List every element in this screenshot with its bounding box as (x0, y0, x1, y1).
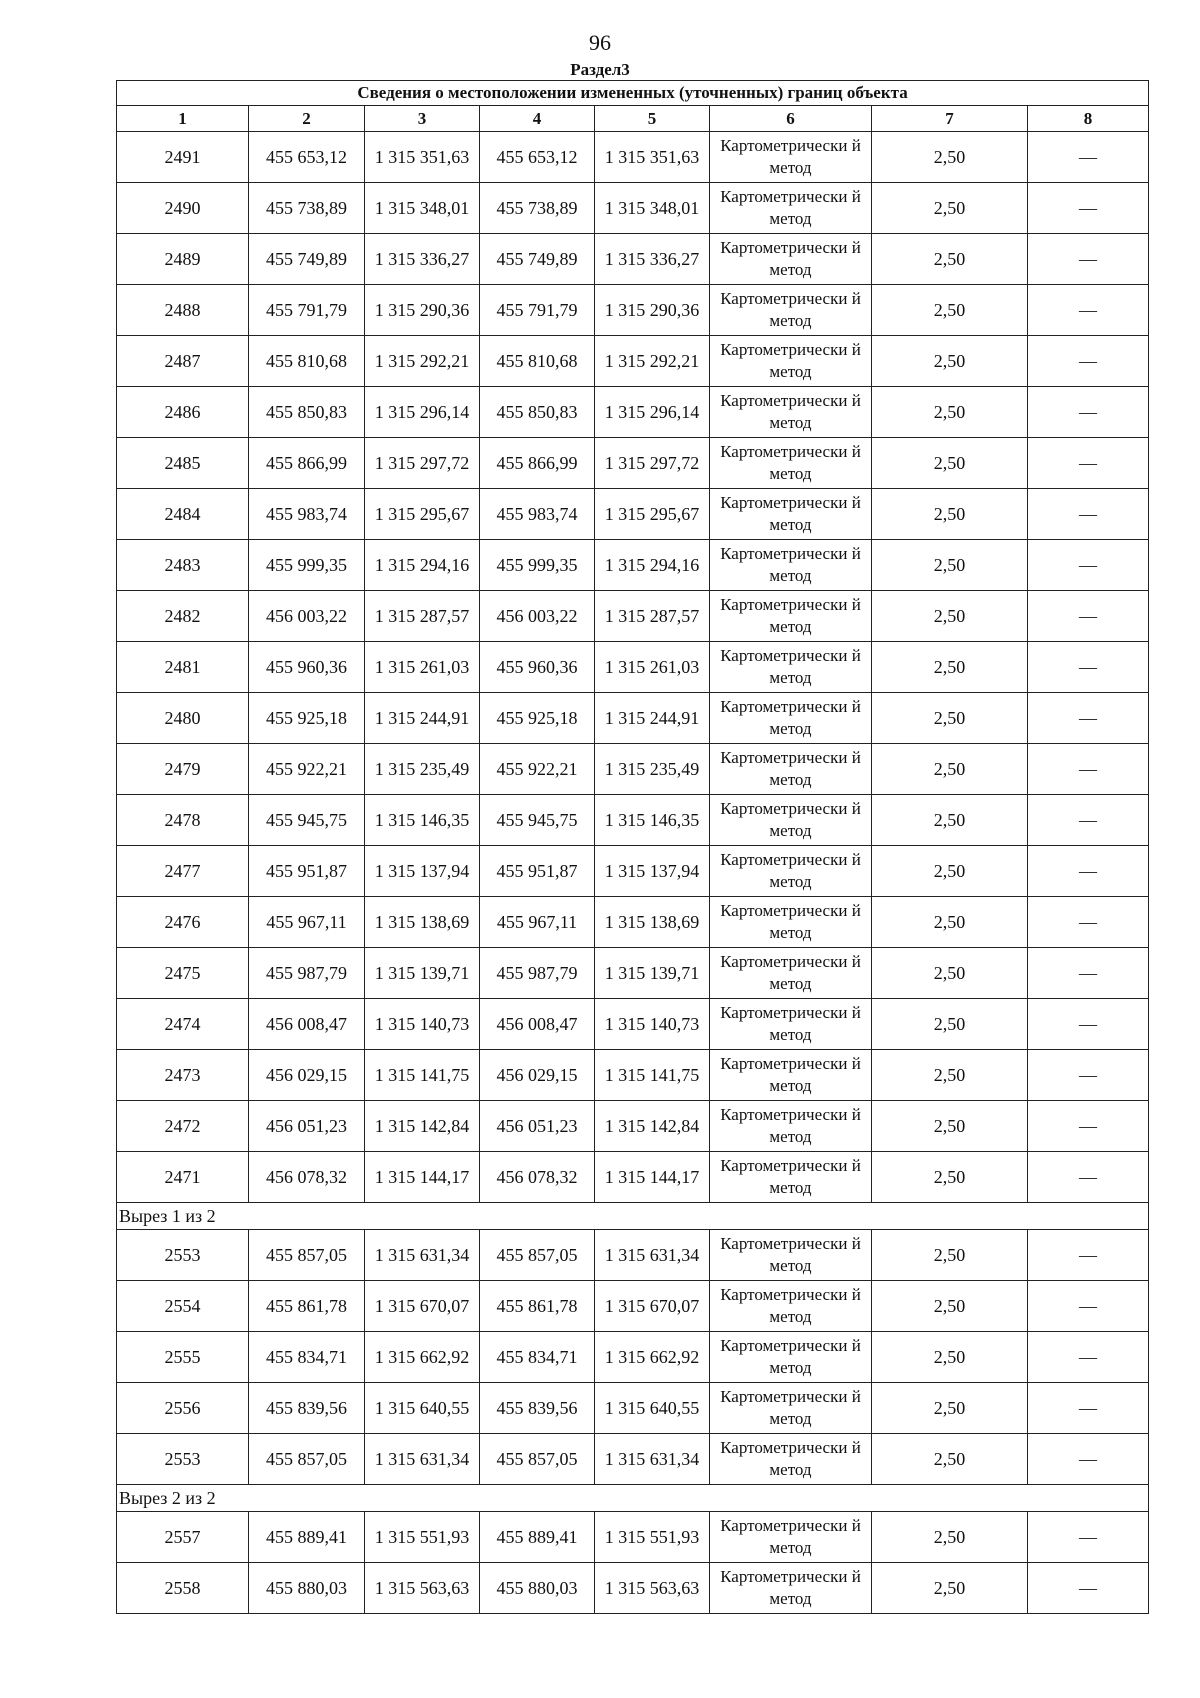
y-new-cell: 1 315 563,63 (595, 1563, 710, 1614)
section-title: Раздел3 (570, 60, 630, 79)
y-new-cell: 1 315 292,21 (595, 336, 710, 387)
table-row (117, 1512, 1149, 1563)
y-new-cell: 1 315 261,03 (595, 642, 710, 693)
y-old-cell: 1 315 296,14 (365, 387, 480, 438)
description-cell: — (1028, 1383, 1149, 1434)
x-old-cell: 455 857,05 (249, 1434, 365, 1485)
y-new-cell: 1 315 336,27 (595, 234, 710, 285)
x-old-cell: 455 866,99 (249, 438, 365, 489)
accuracy-cell: 2,50 (872, 795, 1028, 846)
x-new-cell: 455 810,68 (480, 336, 595, 387)
description-cell: — (1028, 438, 1149, 489)
table-row (117, 336, 1149, 387)
accuracy-cell: 2,50 (872, 336, 1028, 387)
method-cell: Картометрически й метод (710, 642, 872, 693)
point-number-cell: 2481 (117, 642, 249, 693)
description-cell: — (1028, 336, 1149, 387)
y-new-cell: 1 315 244,91 (595, 693, 710, 744)
point-number-cell: 2554 (117, 1281, 249, 1332)
y-old-cell: 1 315 235,49 (365, 744, 480, 795)
table-row (117, 234, 1149, 285)
point-number-cell: 2476 (117, 897, 249, 948)
method-cell: Картометрически й метод (710, 489, 872, 540)
description-cell: — (1028, 489, 1149, 540)
method-cell: Картометрически й метод (710, 183, 872, 234)
x-new-cell: 455 738,89 (480, 183, 595, 234)
x-new-cell: 456 051,23 (480, 1101, 595, 1152)
cutout-label: Вырез 2 из 2 (117, 1485, 1149, 1512)
accuracy-cell: 2,50 (872, 1281, 1028, 1332)
table-row (117, 846, 1149, 897)
accuracy-cell: 2,50 (872, 1434, 1028, 1485)
y-old-cell: 1 315 662,92 (365, 1332, 480, 1383)
table-row (117, 438, 1149, 489)
y-old-cell: 1 315 146,35 (365, 795, 480, 846)
method-cell: Картометрически й метод (710, 1563, 872, 1614)
description-cell: — (1028, 285, 1149, 336)
x-new-cell: 455 866,99 (480, 438, 595, 489)
x-old-cell: 455 880,03 (249, 1563, 365, 1614)
point-number-cell: 2477 (117, 846, 249, 897)
point-number-cell: 2488 (117, 285, 249, 336)
description-cell: — (1028, 387, 1149, 438)
point-number-cell: 2485 (117, 438, 249, 489)
x-old-cell: 455 749,89 (249, 234, 365, 285)
table-row (117, 642, 1149, 693)
table-row (117, 693, 1149, 744)
accuracy-cell: 2,50 (872, 1383, 1028, 1434)
y-old-cell: 1 315 336,27 (365, 234, 480, 285)
point-number-cell: 2558 (117, 1563, 249, 1614)
x-old-cell: 455 889,41 (249, 1512, 365, 1563)
point-number-cell: 2482 (117, 591, 249, 642)
column-number: 4 (480, 106, 595, 132)
y-old-cell: 1 315 563,63 (365, 1563, 480, 1614)
accuracy-cell: 2,50 (872, 132, 1028, 183)
point-number-cell: 2475 (117, 948, 249, 999)
y-new-cell: 1 315 140,73 (595, 999, 710, 1050)
y-new-cell: 1 315 138,69 (595, 897, 710, 948)
method-cell: Картометрически й метод (710, 795, 872, 846)
x-new-cell: 455 857,05 (480, 1434, 595, 1485)
table-row (117, 948, 1149, 999)
method-cell: Картометрически й метод (710, 438, 872, 489)
table-row (117, 1230, 1149, 1281)
x-new-cell: 455 999,35 (480, 540, 595, 591)
x-old-cell: 455 810,68 (249, 336, 365, 387)
description-cell: — (1028, 693, 1149, 744)
x-old-cell: 455 951,87 (249, 846, 365, 897)
y-new-cell: 1 315 297,72 (595, 438, 710, 489)
accuracy-cell: 2,50 (872, 693, 1028, 744)
description-cell: — (1028, 795, 1149, 846)
x-old-cell: 455 987,79 (249, 948, 365, 999)
y-new-cell: 1 315 670,07 (595, 1281, 710, 1332)
y-new-cell: 1 315 235,49 (595, 744, 710, 795)
y-old-cell: 1 315 295,67 (365, 489, 480, 540)
method-cell: Картометрически й метод (710, 540, 872, 591)
x-new-cell: 455 791,79 (480, 285, 595, 336)
column-number: 1 (117, 106, 249, 132)
description-cell: — (1028, 591, 1149, 642)
y-new-cell: 1 315 139,71 (595, 948, 710, 999)
x-new-cell: 455 889,41 (480, 1512, 595, 1563)
x-old-cell: 456 078,32 (249, 1152, 365, 1203)
point-number-cell: 2553 (117, 1434, 249, 1485)
table-row (117, 489, 1149, 540)
method-cell: Картометрически й метод (710, 1332, 872, 1383)
x-old-cell: 455 922,21 (249, 744, 365, 795)
method-cell: Картометрически й метод (710, 999, 872, 1050)
y-new-cell: 1 315 631,34 (595, 1230, 710, 1281)
y-new-cell: 1 315 142,84 (595, 1101, 710, 1152)
x-old-cell: 456 003,22 (249, 591, 365, 642)
table-row (117, 795, 1149, 846)
method-cell: Картометрически й метод (710, 1152, 872, 1203)
method-cell: Картометрически й метод (710, 1101, 872, 1152)
description-cell: — (1028, 846, 1149, 897)
y-old-cell: 1 315 137,94 (365, 846, 480, 897)
description-cell: — (1028, 948, 1149, 999)
y-old-cell: 1 315 142,84 (365, 1101, 480, 1152)
table-row (117, 744, 1149, 795)
y-new-cell: 1 315 348,01 (595, 183, 710, 234)
method-cell: Картометрически й метод (710, 1512, 872, 1563)
accuracy-cell: 2,50 (872, 1563, 1028, 1614)
description-cell: — (1028, 1101, 1149, 1152)
x-new-cell: 455 983,74 (480, 489, 595, 540)
y-new-cell: 1 315 141,75 (595, 1050, 710, 1101)
x-new-cell: 456 029,15 (480, 1050, 595, 1101)
table-row (117, 1434, 1149, 1485)
x-old-cell: 455 834,71 (249, 1332, 365, 1383)
description-cell: — (1028, 897, 1149, 948)
method-cell: Картометрически й метод (710, 744, 872, 795)
description-cell: — (1028, 1050, 1149, 1101)
x-new-cell: 455 925,18 (480, 693, 595, 744)
method-cell: Картометрически й метод (710, 1281, 872, 1332)
description-cell: — (1028, 642, 1149, 693)
table-caption: Сведения о местоположении измененных (уточненных) границ объекта (117, 81, 1149, 106)
x-old-cell: 455 839,56 (249, 1383, 365, 1434)
x-new-cell: 455 945,75 (480, 795, 595, 846)
accuracy-cell: 2,50 (872, 846, 1028, 897)
column-number: 6 (710, 106, 872, 132)
accuracy-cell: 2,50 (872, 1332, 1028, 1383)
x-old-cell: 456 029,15 (249, 1050, 365, 1101)
y-old-cell: 1 315 294,16 (365, 540, 480, 591)
y-new-cell: 1 315 631,34 (595, 1434, 710, 1485)
x-old-cell: 455 850,83 (249, 387, 365, 438)
accuracy-cell: 2,50 (872, 948, 1028, 999)
table-row (117, 285, 1149, 336)
column-number: 3 (365, 106, 480, 132)
point-number-cell: 2557 (117, 1512, 249, 1563)
x-old-cell: 455 960,36 (249, 642, 365, 693)
description-cell: — (1028, 234, 1149, 285)
table-row (117, 999, 1149, 1050)
y-old-cell: 1 315 351,63 (365, 132, 480, 183)
accuracy-cell: 2,50 (872, 1050, 1028, 1101)
point-number-cell: 2486 (117, 387, 249, 438)
method-cell: Картометрически й метод (710, 846, 872, 897)
x-new-cell: 456 008,47 (480, 999, 595, 1050)
description-cell: — (1028, 999, 1149, 1050)
description-cell: — (1028, 1332, 1149, 1383)
x-old-cell: 456 051,23 (249, 1101, 365, 1152)
method-cell: Картометрически й метод (710, 1230, 872, 1281)
point-number-cell: 2490 (117, 183, 249, 234)
point-number-cell: 2556 (117, 1383, 249, 1434)
table-row (117, 540, 1149, 591)
x-old-cell: 455 967,11 (249, 897, 365, 948)
table-row (117, 1050, 1149, 1101)
accuracy-cell: 2,50 (872, 438, 1028, 489)
description-cell: — (1028, 183, 1149, 234)
table-row (117, 1101, 1149, 1152)
y-new-cell: 1 315 295,67 (595, 489, 710, 540)
point-number-cell: 2472 (117, 1101, 249, 1152)
table-row (117, 1383, 1149, 1434)
x-new-cell: 455 951,87 (480, 846, 595, 897)
accuracy-cell: 2,50 (872, 744, 1028, 795)
accuracy-cell: 2,50 (872, 1512, 1028, 1563)
description-cell: — (1028, 744, 1149, 795)
y-old-cell: 1 315 138,69 (365, 897, 480, 948)
coordinates-table (116, 80, 1149, 1614)
x-new-cell: 455 967,11 (480, 897, 595, 948)
y-new-cell: 1 315 294,16 (595, 540, 710, 591)
x-new-cell: 455 850,83 (480, 387, 595, 438)
column-number: 8 (1028, 106, 1149, 132)
x-old-cell: 455 653,12 (249, 132, 365, 183)
table-row (117, 183, 1149, 234)
y-old-cell: 1 315 297,72 (365, 438, 480, 489)
x-old-cell: 455 945,75 (249, 795, 365, 846)
description-cell: — (1028, 540, 1149, 591)
method-cell: Картометрически й метод (710, 132, 872, 183)
description-cell: — (1028, 1152, 1149, 1203)
y-new-cell: 1 315 287,57 (595, 591, 710, 642)
accuracy-cell: 2,50 (872, 897, 1028, 948)
method-cell: Картометрически й метод (710, 897, 872, 948)
y-old-cell: 1 315 631,34 (365, 1434, 480, 1485)
table-row (117, 1152, 1149, 1203)
point-number-cell: 2480 (117, 693, 249, 744)
accuracy-cell: 2,50 (872, 1152, 1028, 1203)
table-row (117, 591, 1149, 642)
table-body (117, 132, 1149, 1614)
y-old-cell: 1 315 140,73 (365, 999, 480, 1050)
x-new-cell: 456 078,32 (480, 1152, 595, 1203)
x-new-cell: 455 857,05 (480, 1230, 595, 1281)
accuracy-cell: 2,50 (872, 183, 1028, 234)
point-number-cell: 2479 (117, 744, 249, 795)
y-new-cell: 1 315 296,14 (595, 387, 710, 438)
table-row (117, 1332, 1149, 1383)
point-number-cell: 2483 (117, 540, 249, 591)
point-number-cell: 2474 (117, 999, 249, 1050)
x-old-cell: 456 008,47 (249, 999, 365, 1050)
x-old-cell: 455 738,89 (249, 183, 365, 234)
y-old-cell: 1 315 290,36 (365, 285, 480, 336)
table-row (117, 897, 1149, 948)
accuracy-cell: 2,50 (872, 1230, 1028, 1281)
y-old-cell: 1 315 287,57 (365, 591, 480, 642)
y-old-cell: 1 315 141,75 (365, 1050, 480, 1101)
accuracy-cell: 2,50 (872, 540, 1028, 591)
point-number-cell: 2491 (117, 132, 249, 183)
cutout-label: Вырез 1 из 2 (117, 1203, 1149, 1230)
x-old-cell: 455 861,78 (249, 1281, 365, 1332)
y-new-cell: 1 315 662,92 (595, 1332, 710, 1383)
y-new-cell: 1 315 144,17 (595, 1152, 710, 1203)
x-new-cell: 455 749,89 (480, 234, 595, 285)
y-old-cell: 1 315 139,71 (365, 948, 480, 999)
column-number-row (117, 106, 1149, 132)
cutout-subheader-row (117, 1485, 1149, 1512)
method-cell: Картометрически й метод (710, 285, 872, 336)
method-cell: Картометрически й метод (710, 591, 872, 642)
point-number-cell: 2487 (117, 336, 249, 387)
method-cell: Картометрически й метод (710, 693, 872, 744)
accuracy-cell: 2,50 (872, 489, 1028, 540)
accuracy-cell: 2,50 (872, 1101, 1028, 1152)
x-new-cell: 455 839,56 (480, 1383, 595, 1434)
column-number: 2 (249, 106, 365, 132)
method-cell: Картометрически й метод (710, 234, 872, 285)
method-cell: Картометрически й метод (710, 1383, 872, 1434)
table-row (117, 387, 1149, 438)
x-new-cell: 456 003,22 (480, 591, 595, 642)
accuracy-cell: 2,50 (872, 285, 1028, 336)
x-new-cell: 455 922,21 (480, 744, 595, 795)
accuracy-cell: 2,50 (872, 999, 1028, 1050)
point-number-cell: 2471 (117, 1152, 249, 1203)
point-number-cell: 2478 (117, 795, 249, 846)
description-cell: — (1028, 1281, 1149, 1332)
point-number-cell: 2555 (117, 1332, 249, 1383)
table-row (117, 132, 1149, 183)
accuracy-cell: 2,50 (872, 387, 1028, 438)
method-cell: Картометрически й метод (710, 1434, 872, 1485)
description-cell: — (1028, 1512, 1149, 1563)
method-cell: Картометрически й метод (710, 336, 872, 387)
column-number: 5 (595, 106, 710, 132)
x-new-cell: 455 960,36 (480, 642, 595, 693)
y-new-cell: 1 315 137,94 (595, 846, 710, 897)
table-row (117, 1281, 1149, 1332)
y-old-cell: 1 315 292,21 (365, 336, 480, 387)
y-old-cell: 1 315 144,17 (365, 1152, 480, 1203)
accuracy-cell: 2,50 (872, 591, 1028, 642)
y-old-cell: 1 315 670,07 (365, 1281, 480, 1332)
method-cell: Картометрически й метод (710, 1050, 872, 1101)
y-old-cell: 1 315 244,91 (365, 693, 480, 744)
point-number-cell: 2484 (117, 489, 249, 540)
description-cell: — (1028, 1230, 1149, 1281)
x-new-cell: 455 987,79 (480, 948, 595, 999)
x-old-cell: 455 983,74 (249, 489, 365, 540)
method-cell: Картометрически й метод (710, 387, 872, 438)
y-old-cell: 1 315 348,01 (365, 183, 480, 234)
column-number: 7 (872, 106, 1028, 132)
x-old-cell: 455 791,79 (249, 285, 365, 336)
point-number-cell: 2553 (117, 1230, 249, 1281)
accuracy-cell: 2,50 (872, 234, 1028, 285)
x-old-cell: 455 857,05 (249, 1230, 365, 1281)
x-new-cell: 455 880,03 (480, 1563, 595, 1614)
y-old-cell: 1 315 551,93 (365, 1512, 480, 1563)
y-new-cell: 1 315 351,63 (595, 132, 710, 183)
x-old-cell: 455 925,18 (249, 693, 365, 744)
x-old-cell: 455 999,35 (249, 540, 365, 591)
point-number-cell: 2489 (117, 234, 249, 285)
method-cell: Картометрически й метод (710, 948, 872, 999)
y-old-cell: 1 315 261,03 (365, 642, 480, 693)
y-new-cell: 1 315 551,93 (595, 1512, 710, 1563)
table-row (117, 1563, 1149, 1614)
y-new-cell: 1 315 146,35 (595, 795, 710, 846)
y-new-cell: 1 315 640,55 (595, 1383, 710, 1434)
description-cell: — (1028, 1434, 1149, 1485)
accuracy-cell: 2,50 (872, 642, 1028, 693)
point-number-cell: 2473 (117, 1050, 249, 1101)
page-number: 96 (589, 30, 611, 55)
y-old-cell: 1 315 631,34 (365, 1230, 480, 1281)
description-cell: — (1028, 132, 1149, 183)
y-old-cell: 1 315 640,55 (365, 1383, 480, 1434)
y-new-cell: 1 315 290,36 (595, 285, 710, 336)
description-cell: — (1028, 1563, 1149, 1614)
x-new-cell: 455 861,78 (480, 1281, 595, 1332)
x-new-cell: 455 653,12 (480, 132, 595, 183)
x-new-cell: 455 834,71 (480, 1332, 595, 1383)
cutout-subheader-row (117, 1203, 1149, 1230)
